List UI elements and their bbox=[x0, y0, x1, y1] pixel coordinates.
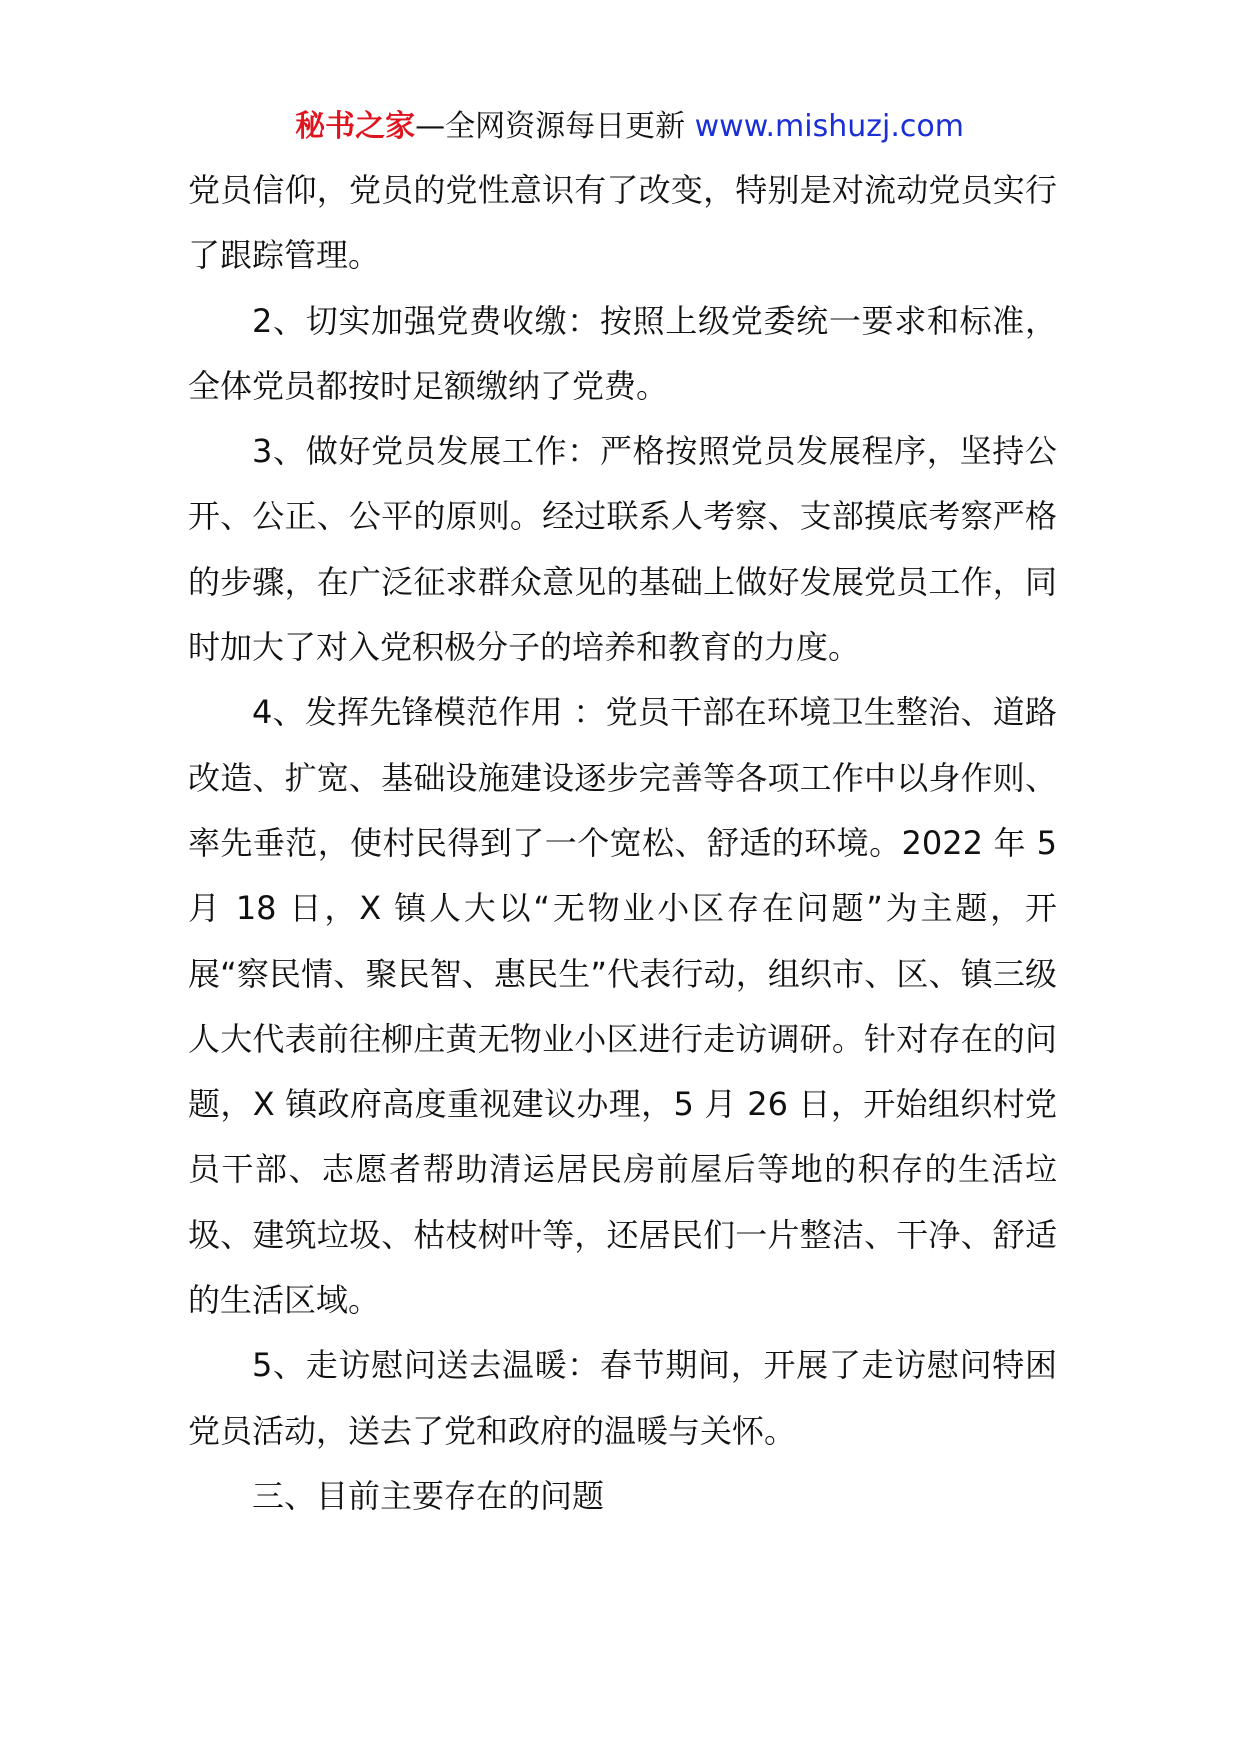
paragraph-pioneer-role: 4、发挥先锋模范作用 ：党员干部在环境卫生整治、道路改造、扩宽、基础设施建设逐步完善等各项工作中以身作则、率先垂范，使村民得到了一个宽松、舒适的环境。2022 年 5 月 18 日，X 镇人大以“无物业小区存在问题”为主题，开展“察民情、聚民智、惠民生”代表行动，组织市、区、镇三级人大代表前往柳庄黄无物业小区进行走访调研。针对存在的问题，X 镇政府高度重视建议办理，5 月 26 日，开始组织村党员干部、志愿者帮助清运居民房前屋后等地的积存的生活垃圾、建筑垃圾、枯枝树叶等，还居民们一片整洁、干净、舒适的生活区域。 bbox=[188, 693, 1057, 1320]
document-body bbox=[188, 158, 1057, 1529]
page-header bbox=[202, 104, 1057, 150]
paragraph-party-fee: 2、切实加强党费收缴：按照上级党委统一要求和标准，全体党员都按时足额缴纳了党费。 bbox=[188, 301, 1057, 405]
site-url-link[interactable]: www.mishuzj.com bbox=[694, 109, 964, 144]
header-tagline: —全网资源每日更新 bbox=[415, 109, 695, 144]
section-heading-problems: 三、目前主要存在的问题 bbox=[252, 1476, 605, 1515]
paragraph-member-development: 3、做好党员发展工作：严格按照党员发展程序，坚持公开、公正、公平的原则。经过联系人考察、支部摸底考察严格的步骤，在广泛征求群众意见的基础上做好发展党员工作，同时加大了对入党积极分子的培养和教育的力度。 bbox=[188, 432, 1057, 667]
paragraph-continuation: 党员信仰，党员的党性意识有了改变，特别是对流动党员实行了跟踪管理。 bbox=[188, 171, 1057, 275]
paragraph-visits: 5、走访慰问送去温暖：春节期间，开展了走访慰问特困党员活动，送去了党和政府的温暖与关怀。 bbox=[188, 1346, 1057, 1450]
brand-name: 秘书之家 bbox=[295, 109, 416, 144]
